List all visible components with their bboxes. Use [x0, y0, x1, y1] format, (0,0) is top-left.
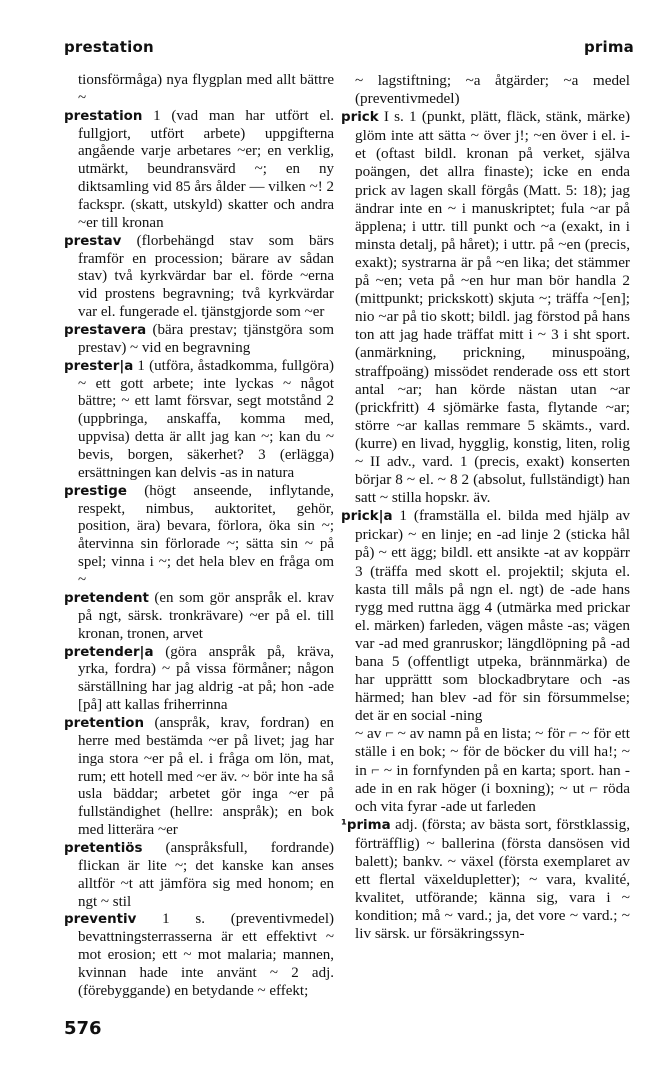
dictionary-entry	[341, 816, 630, 944]
entry-text: (anspråk, krav, fordran) en herre med bestämda ~er på livet; jag har inga stora ~er på el. i fråga om lön, mat, rum; ett hotell med ~er äv. ~ bör inte ha så usla bäddar; arbetet gör inga ~er på fullständighet (hellre: anspråk); en bok med litterära ~er	[78, 714, 334, 839]
entry-text: 1 (framställa el. bilda med hjälp av prickar) ~ en linje; en -ad linje 2 (sticka hål på) ~ ett ägg; bildl. ett ansikte -at av koppärr 3 (träffa med skott el. projektil; skjuta el. kasta till måls på ngn el. ngt) de -ade hans rygg med ruttna ägg 4 (utmärka med prickar el. märken) farleden, vägen måste -as; vägen var -ad med granruskor; längdlöpning på -ad bana 5 (offentligt utpeka, brännmärka) de har upprättt som blockadbrytare och -as härmed; han blev -ad för sin försummelse; det är en social -ning	[355, 507, 630, 725]
dictionary-entry-continuation	[341, 72, 630, 108]
headword: prestige	[64, 483, 127, 499]
headword: preventiv	[64, 912, 137, 928]
entry-text: ~ av ⌐ ~ av namn på en lista; ~ för ⌐ ~ för ett ställe i en bok; ~ för de böcker du vill ha!; ~ in ⌐ ~ in fornfynden på en karta; sport. han -ade in en rak höger (i boxning); ~ ut ⌐ röda och vita fyrar -ade ut farleden	[355, 725, 630, 815]
entry-text: I s. 1 (punkt, plätt, fläck, stänk, märke) glöm inte att sätta ~ över j!; ~en över i el. i-et (oftast bildl. kronan på verket, själva poängen, det allra finaste); icke en enda prick av lagen skall förgås (Matt. 5: 18); jag ändrar inte en ~ i manuskriptet; fula ~ar på äpplena; i uttr. till punkt och ~a (exakt, in i minsta detalj, på håret); i uttr. på ~en (precis, exakt); systrarna är på ~en lika; det stämmer på ~en; veta på ~en hur man bör handla 2 (mittpunkt; prickskott) skjuta ~; träffa ~[en]; nio ~ar på tio skott; bildl. jag förstod på hans ton att jag hade träffat mitt i ~ 3 i sht sport. (anmärkning, prickning, minuspoäng, straffpoäng) missödet renderade oss ett stort antal ~ar; han körde nästan utan ~ar (prickfritt) 4 sjömärke fasta, flytande ~ar; större ~ar kallas remmare 5 skämts., vard. (kurre) en livad, hygglig, konstig, liten, rolig ~ II adv., vard. 1 (precis, exakt) konserten börjar 8 ~ el. ~ 8 2 (absolut, fullständigt) han satt ~ stilla hopskr. äv.	[355, 108, 630, 507]
entry-text: ~ lagstiftning; ~a åtgärder; ~a medel (preventivmedel)	[355, 72, 630, 108]
headword: pretention	[64, 715, 145, 731]
headword: prick|a	[341, 509, 393, 525]
entry-text: adj. (första; av bästa sort, förstklassig, förträfflig) ~ ballerina (första dansösen vid balett); bankv. ~ växel (första exemplaret av ett flertal växeldupletter); ~ vara, kvalité, kvalitet, utförande; känna sig, vara i ~ kondition; må ~ vard.; ja, det vore ~ vard.; ~ liv särsk. ur försäkringssyn-	[355, 815, 630, 943]
dictionary-entry	[64, 644, 334, 715]
dictionary-entry	[64, 840, 334, 911]
entry-text: (göra anspråk på, kräva, yrka, fordra) ~ på vissa förmåner; någon särställning har jag aldrig -at på; hon -ade [på] att kallas friherrinna	[78, 643, 334, 714]
entry-text: tionsförmåga) nya flygplan med allt bättre ~	[78, 72, 334, 106]
dictionary-entry	[64, 322, 334, 358]
dictionary-entry	[64, 911, 334, 1000]
headword: pretender|a	[64, 644, 154, 660]
entry-text: (anspråksfull, fordrande) flickan är lite ~; det kanske kan anses alltför ~t att jämföra sig med honom; en ngt ~ stil	[78, 839, 334, 910]
right-column	[341, 72, 630, 944]
headword: pretendent	[64, 590, 149, 606]
dictionary-entry	[64, 233, 334, 322]
dictionary-entry	[64, 108, 334, 233]
headword: prester|a	[64, 358, 134, 374]
dictionary-entry	[64, 358, 334, 483]
headword: prestav	[64, 233, 122, 249]
headword: pretentiös	[64, 840, 143, 856]
entry-text: (bära prestav; tjänstgöra som prestav) ~ vid en begravning	[78, 322, 334, 356]
headword: prestavera	[64, 323, 147, 339]
dictionary-entry	[341, 108, 630, 507]
entry-text: (florbehängd stav som bärs framför en procession; bärare av sådan stav) två kyrkvärdar bar el. förde ~erna vid prostens begravning; två kyrkvärdar var el. fungerade el. tjänstgjorde som ~er	[78, 232, 334, 321]
dictionary-entry	[341, 507, 630, 725]
dictionary-entry	[64, 590, 334, 644]
headword: prick	[341, 110, 379, 126]
running-head-right: prima	[583, 38, 634, 56]
entry-text: (högt anseende, inflytande, respekt, nimbus, auktoritet, gehör, position, ära) bevara, förlora, öka sin ~; återvinna sin förlorade ~; sätta sin ~ på spel; vinna i ~; det hela blev en fråga om ~	[78, 482, 334, 589]
headword: prestation	[64, 108, 143, 124]
dictionary-entry	[64, 483, 334, 590]
dictionary-entry	[64, 715, 334, 840]
running-head-left: prestation	[64, 38, 154, 56]
entry-text: (en som gör anspråk el. krav på ngt, särsk. tronkrävare) ~er på el. till kronan, tronen, arvet	[78, 589, 334, 642]
entry-text: 1 s. (preventivmedel) bevattningsterrasserna är ett effektivt ~ mot erosion; ett ~ mot malaria; mannen, kvinnan hade inte använt ~ 2 adj. (förebyggande) en betydande ~ effekt;	[78, 911, 334, 999]
dictionary-entry-continuation	[64, 72, 334, 108]
left-column	[64, 72, 334, 1001]
entry-text: 1 (utföra, åstadkomma, fullgöra) ~ ett gott arbete; inte lyckas ~ något bättre; ~ ett lamt försvar, segt motstånd 2 (uppbringa, anskaffa, komma med, uppvisa) detta är allt jag kan ~; kan du ~ bevis, borgen, säkerhet? 3 (erlägga) ersättningen kan delvis -as in natura	[78, 357, 334, 481]
dictionary-entry-continuation	[341, 725, 630, 815]
headword: ¹prima	[341, 817, 391, 833]
page-number: 576	[64, 1018, 102, 1039]
entry-text: 1 (vad man har utfört el. fullgjort, utfört arbete) uppgifterna angående varje arbetares ~er; en verklig, utmärkt, beundransvärd ~; en ny diktsamling vid 85 års ålder — vilken ~! 2 fackspr. (skatt, utskyld) skatter och andra ~er till kronan	[78, 107, 334, 231]
